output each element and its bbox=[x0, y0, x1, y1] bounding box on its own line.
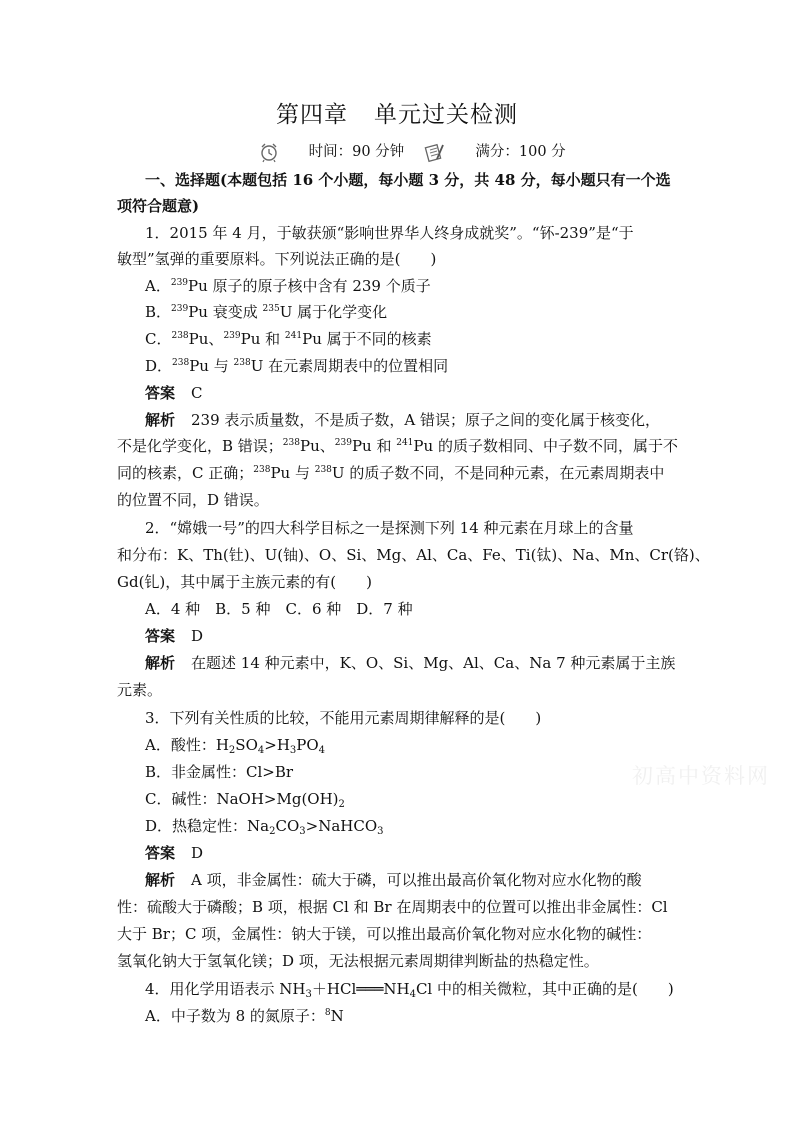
alarm-clock-icon bbox=[258, 141, 280, 163]
q1-option-c: C．$^{238}$Pu、$^{239}$Pu 和 $^{241}$Pu 属于不同的核素 bbox=[145, 330, 432, 348]
page-title bbox=[0, 96, 794, 129]
q1-explanation: 解析 239 表示质量数，不是质子数，A 错误；原子之间的变化属于核变化， bbox=[145, 411, 661, 429]
q1-explanation-3: 同的核素，C 正确；$^{238}$Pu 与 $^{238}$U 的质子数不同，不是同种元素，在元素周期表中 bbox=[117, 464, 665, 482]
q3-stem: 3．下列有关性质的比较，不能用元素周期律解释的是( ) bbox=[145, 709, 542, 727]
q1-explanation-2: 不是化学变化，B 错误；$^{238}$Pu、$^{239}$Pu 和 $^{241}$Pu 的质子数相同、中子数不同，属于不 bbox=[117, 437, 678, 455]
q3-answer: 答案 D bbox=[145, 844, 204, 862]
q2-answer: 答案 D bbox=[145, 627, 204, 645]
q2-stem: 2．“嫦娥一号”的四大科学目标之一是探测下列 14 种元素在月球上的含量 bbox=[145, 519, 634, 537]
q3-explanation-3: 大于 Br；C 项，金属性：钠大于镁，可以推出最高价氧化物对应水化物的碱性： bbox=[117, 925, 652, 943]
test-title: 单元过关检测 bbox=[374, 102, 518, 128]
q2-stem-cont-2: Gd(钆)，其中属于主族元素的有( ) bbox=[117, 573, 372, 591]
q1-option-a: A．$^{239}$Pu 原子的原子核中含有 239 个质子 bbox=[145, 277, 431, 295]
section-heading-cont: 项符合题意) bbox=[117, 197, 200, 215]
q3-option-c: C．碱性：$NaOH>Mg(OH)_2$ bbox=[145, 790, 345, 810]
chapter-label: 第四章 bbox=[276, 102, 348, 128]
q3-option-b: B．非金属性：Cl>Br bbox=[145, 763, 294, 781]
q3-option-a: A．酸性：$H_2SO_4>H_3PO_4$ bbox=[145, 736, 326, 756]
q3-explanation-2: 性：硫酸大于磷酸；B 项，根据 Cl 和 Br 在周期表中的位置可以推出非金属性：Cl bbox=[117, 898, 668, 916]
q4-stem: 4．用化学用语表示 $NH_3+HCl═══NH_4Cl$ 中的相关微粒，其中正确的是( ) bbox=[145, 980, 674, 1000]
q3-option-d: D．热稳定性：$Na_2CO_3>NaHCO_3$ bbox=[145, 817, 384, 837]
q2-explanation: 解析 在题述 14 种元素中，K、O、Si、Mg、Al、Ca、Na 7 种元素属于主族 bbox=[145, 654, 676, 672]
q1-option-b: B．$^{239}$Pu 衰变成 $^{235}$U 属于化学变化 bbox=[145, 303, 388, 321]
q2-options: A．4 种 B．5 种 C．6 种 D．7 种 bbox=[145, 600, 413, 618]
q1-explanation-4: 的位置不同，D 错误。 bbox=[117, 491, 269, 509]
watermark: 初高中资料网 bbox=[632, 764, 770, 788]
q2-stem-cont: 和分布：K、Th(钍)、U(铀)、O、Si、Mg、Al、Ca、Fe、Ti(钛)、Na、Mn、Cr(铬)、 bbox=[117, 546, 710, 564]
exam-meta bbox=[258, 140, 566, 164]
q4-option-a: A．中子数为 8 的氮原子：$^8$N bbox=[145, 1007, 344, 1025]
q3-explanation-4: 氢氧化钠大于氢氧化镁；D 项，无法根据元素周期律判断盐的热稳定性。 bbox=[117, 952, 599, 970]
q2-explanation-2: 元素。 bbox=[117, 681, 163, 699]
full-score: 满分：100 分 bbox=[475, 144, 566, 160]
q1-option-d: D．$^{238}$Pu 与 $^{238}$U 在元素周期表中的位置相同 bbox=[145, 357, 449, 375]
q1-answer: 答案 C bbox=[145, 384, 203, 402]
q3-explanation: 解析 A 项，非金属性：硫大于磷，可以推出最高价氧化物对应水化物的酸 bbox=[145, 871, 642, 889]
time-limit: 时间：90 分钟 bbox=[308, 144, 405, 160]
section-heading: 一、选择题(本题包括 16 个小题，每小题 3 分，共 48 分，每小题只有一个选 bbox=[145, 171, 671, 189]
q1-stem: 1．2015 年 4 月，于敏获颁“影响世界华人终身成就奖”。“钚-239”是“于 bbox=[145, 224, 634, 242]
q1-stem-cont: 敏型”氢弹的重要原料。下列说法正确的是( ) bbox=[117, 250, 437, 268]
pencil-paper-icon bbox=[423, 141, 445, 163]
